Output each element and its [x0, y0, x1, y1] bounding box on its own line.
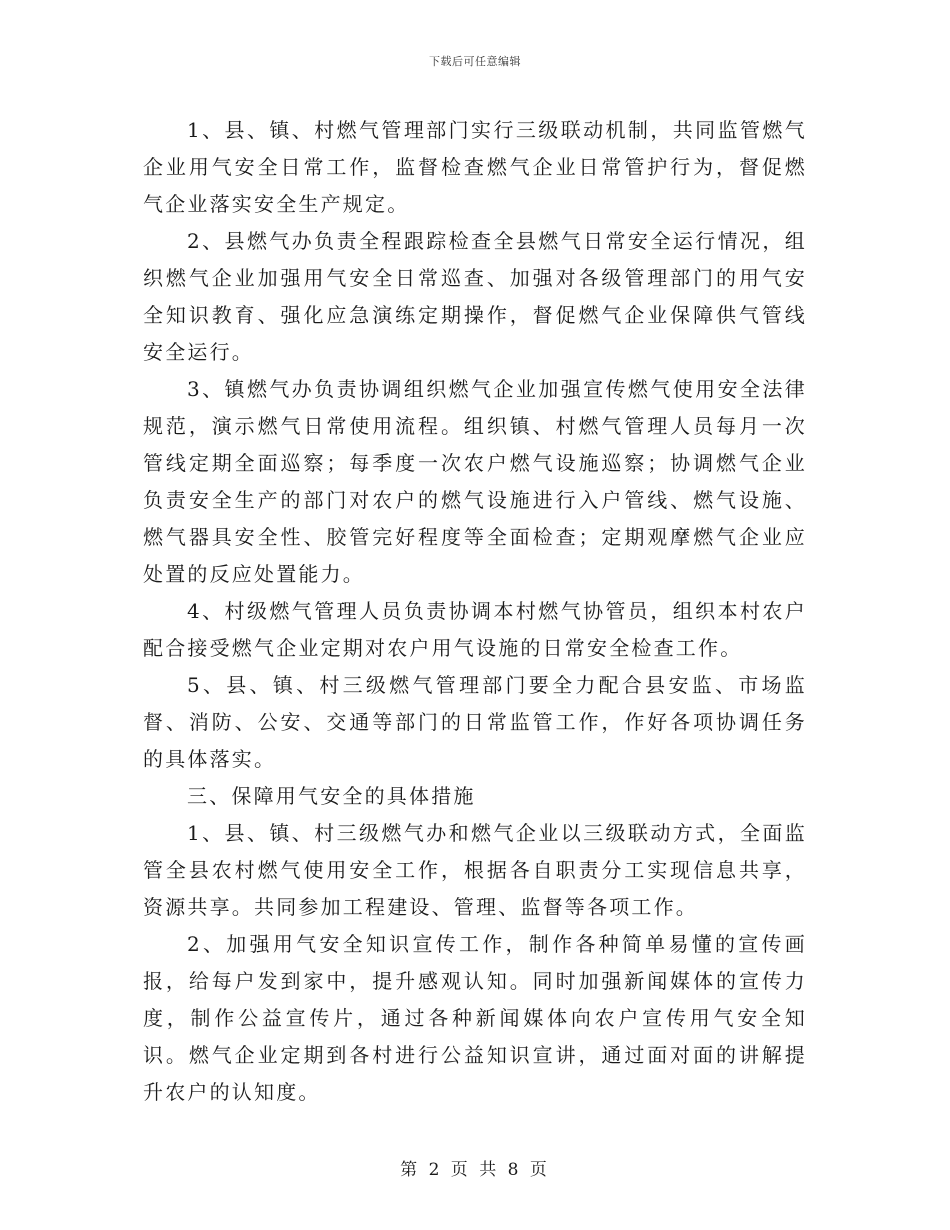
paragraph-item-5: 5、县、镇、村三级燃气管理部门要全力配合县安监、市场监督、消防、公安、交通等部门的日常监管工作，作好各项协调任务的具体落实。	[143, 673, 807, 771]
measure-item-1: 1、县、镇、村三级燃气办和燃气企业以三级联动方式，全面监管全县农村燃气使用安全工作，根据各自职责分工实现信息共享，资源共享。共同参加工程建设、管理、监督等各项工作。	[143, 821, 807, 919]
header-note: 下载后可任意编辑	[429, 55, 521, 68]
section-heading: 三、保障用气安全的具体措施	[187, 784, 476, 808]
paragraph-item-3: 3、镇燃气办负责协调组织燃气企业加强宣传燃气使用安全法律规范，演示燃气日常使用流程。组织镇、村燃气管理人员每月一次管线定期全面巡察；每季度一次农户燃气设施巡察；协调燃气企业负责安全生产的部门对农户的燃气设施进行入户管线、燃气设施、燃气器具安全性、胶管完好程度等全面检查；定期观摩燃气企业应处置的反应处置能力。	[143, 377, 807, 586]
measure-item-2: 2、加强用气安全知识宣传工作，制作各种简单易懂的宣传画报，给每户发到家中，提升感观认知。同时加强新闻媒体的宣传力度，制作公益宣传片，通过各种新闻媒体向农户宣传用气安全知识。燃气企业定期到各村进行公益知识宣讲，通过面对面的讲解提升农户的认知度。	[143, 932, 807, 1104]
paragraph-item-4: 4、村级燃气管理人员负责协调本村燃气协管员，组织本村农户配合接受燃气企业定期对农户用气设施的日常安全检查工作。	[143, 599, 807, 660]
paragraph-item-1: 1、县、镇、村燃气管理部门实行三级联动机制，共同监管燃气企业用气安全日常工作，监督检查燃气企业日常管护行为，督促燃气企业落实安全生产规定。	[143, 118, 807, 216]
page-number: 第 2 页 共 8 页	[400, 1160, 550, 1180]
paragraph-item-2: 2、县燃气办负责全程跟踪检查全县燃气日常安全运行情况，组织燃气企业加强用气安全日常巡查、加强对各级管理部门的用气安全知识教育、强化应急演练定期操作，督促燃气企业保障供气管线安全运行。	[143, 229, 807, 364]
document-body	[143, 112, 807, 1111]
